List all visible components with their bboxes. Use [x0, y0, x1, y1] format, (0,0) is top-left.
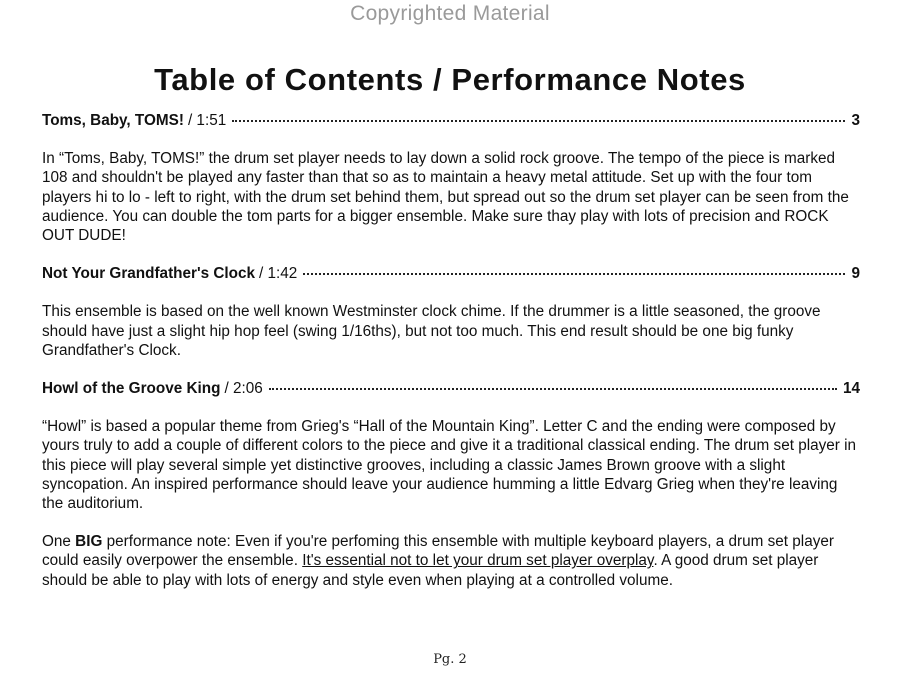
- toc-entry-duration: / 1:42: [259, 265, 298, 283]
- dot-leader: [303, 273, 845, 275]
- final-performance-note: [42, 532, 860, 590]
- performance-note: “Howl” is based a popular theme from Grieg's “Hall of the Mountain King”. Letter C and the ending were composed by yours truly to add a couple of different colors to the piece and give it a traditional classical ending. The drum set player in this piece will play several simple yet distinctive grooves, including a classic James Brown groove with a slight syncopation. An inspired performance should leave your audience humming a little Edvarg Grieg when they're leaving the auditorium.: [42, 418, 857, 513]
- toc-entry: [42, 379, 860, 398]
- toc-entry-page: 3: [851, 112, 860, 129]
- toc-entry-duration: / 1:51: [187, 112, 227, 129]
- copyright-watermark: Copyrighted Material: [350, 2, 550, 25]
- toc-content: [42, 111, 860, 590]
- toc-entry-page: 14: [842, 380, 860, 398]
- toc-entry-title: Toms, Baby, TOMS!: [42, 112, 184, 129]
- final-note-suffix: . A good drum set player should be able to play with lots of energy and style even when playing at a controlled volume.: [42, 552, 819, 589]
- toc-entry-page: 9: [851, 265, 860, 283]
- performance-note: In “Toms, Baby, TOMS!” the drum set player needs to lay down a solid rock groove. The tempo of the piece is marked 108 and shouldn't be played any faster than that so as to maintain a heavy metal attitude. Set up with the four tom players hi to lo - left to right, with the drum set behind them, but spread out so the drum set player can be seen from the audience. You can double the tom parts for a bigger ensemble. Make sure thay play with lots of precision and ROCK OUT DUDE!: [42, 150, 849, 245]
- final-note-underlined: It's essential not to let your drum set player overplay: [302, 552, 654, 570]
- page-number: Pg. 2: [433, 652, 467, 667]
- final-note-body: performance note: Even if you're perfoming this ensemble with multiple keyboard players, a drum set player could easily overpower the ensemble.: [42, 533, 834, 570]
- toc-entry: [42, 111, 860, 130]
- dot-leader: [269, 388, 837, 390]
- toc-entry-title: Howl of the Groove King: [42, 380, 221, 398]
- toc-entry-duration: / 2:06: [224, 380, 263, 398]
- dot-leader: [232, 120, 845, 122]
- toc-entry-title: Not Your Grandfather's Clock: [42, 265, 256, 283]
- toc-entry: [42, 264, 860, 283]
- final-note-prefix: One: [42, 533, 71, 551]
- performance-note: This ensemble is based on the well known Westminster clock chime. If the drummer is a little seasoned, the groove should have just a slight hip hop feel (swing 1/16ths), but not too much. This end result should be one big funky Grandfather's Clock.: [42, 303, 821, 359]
- final-note-emphasis: BIG: [75, 533, 103, 551]
- page-title: Table of Contents / Performance Notes: [154, 62, 746, 97]
